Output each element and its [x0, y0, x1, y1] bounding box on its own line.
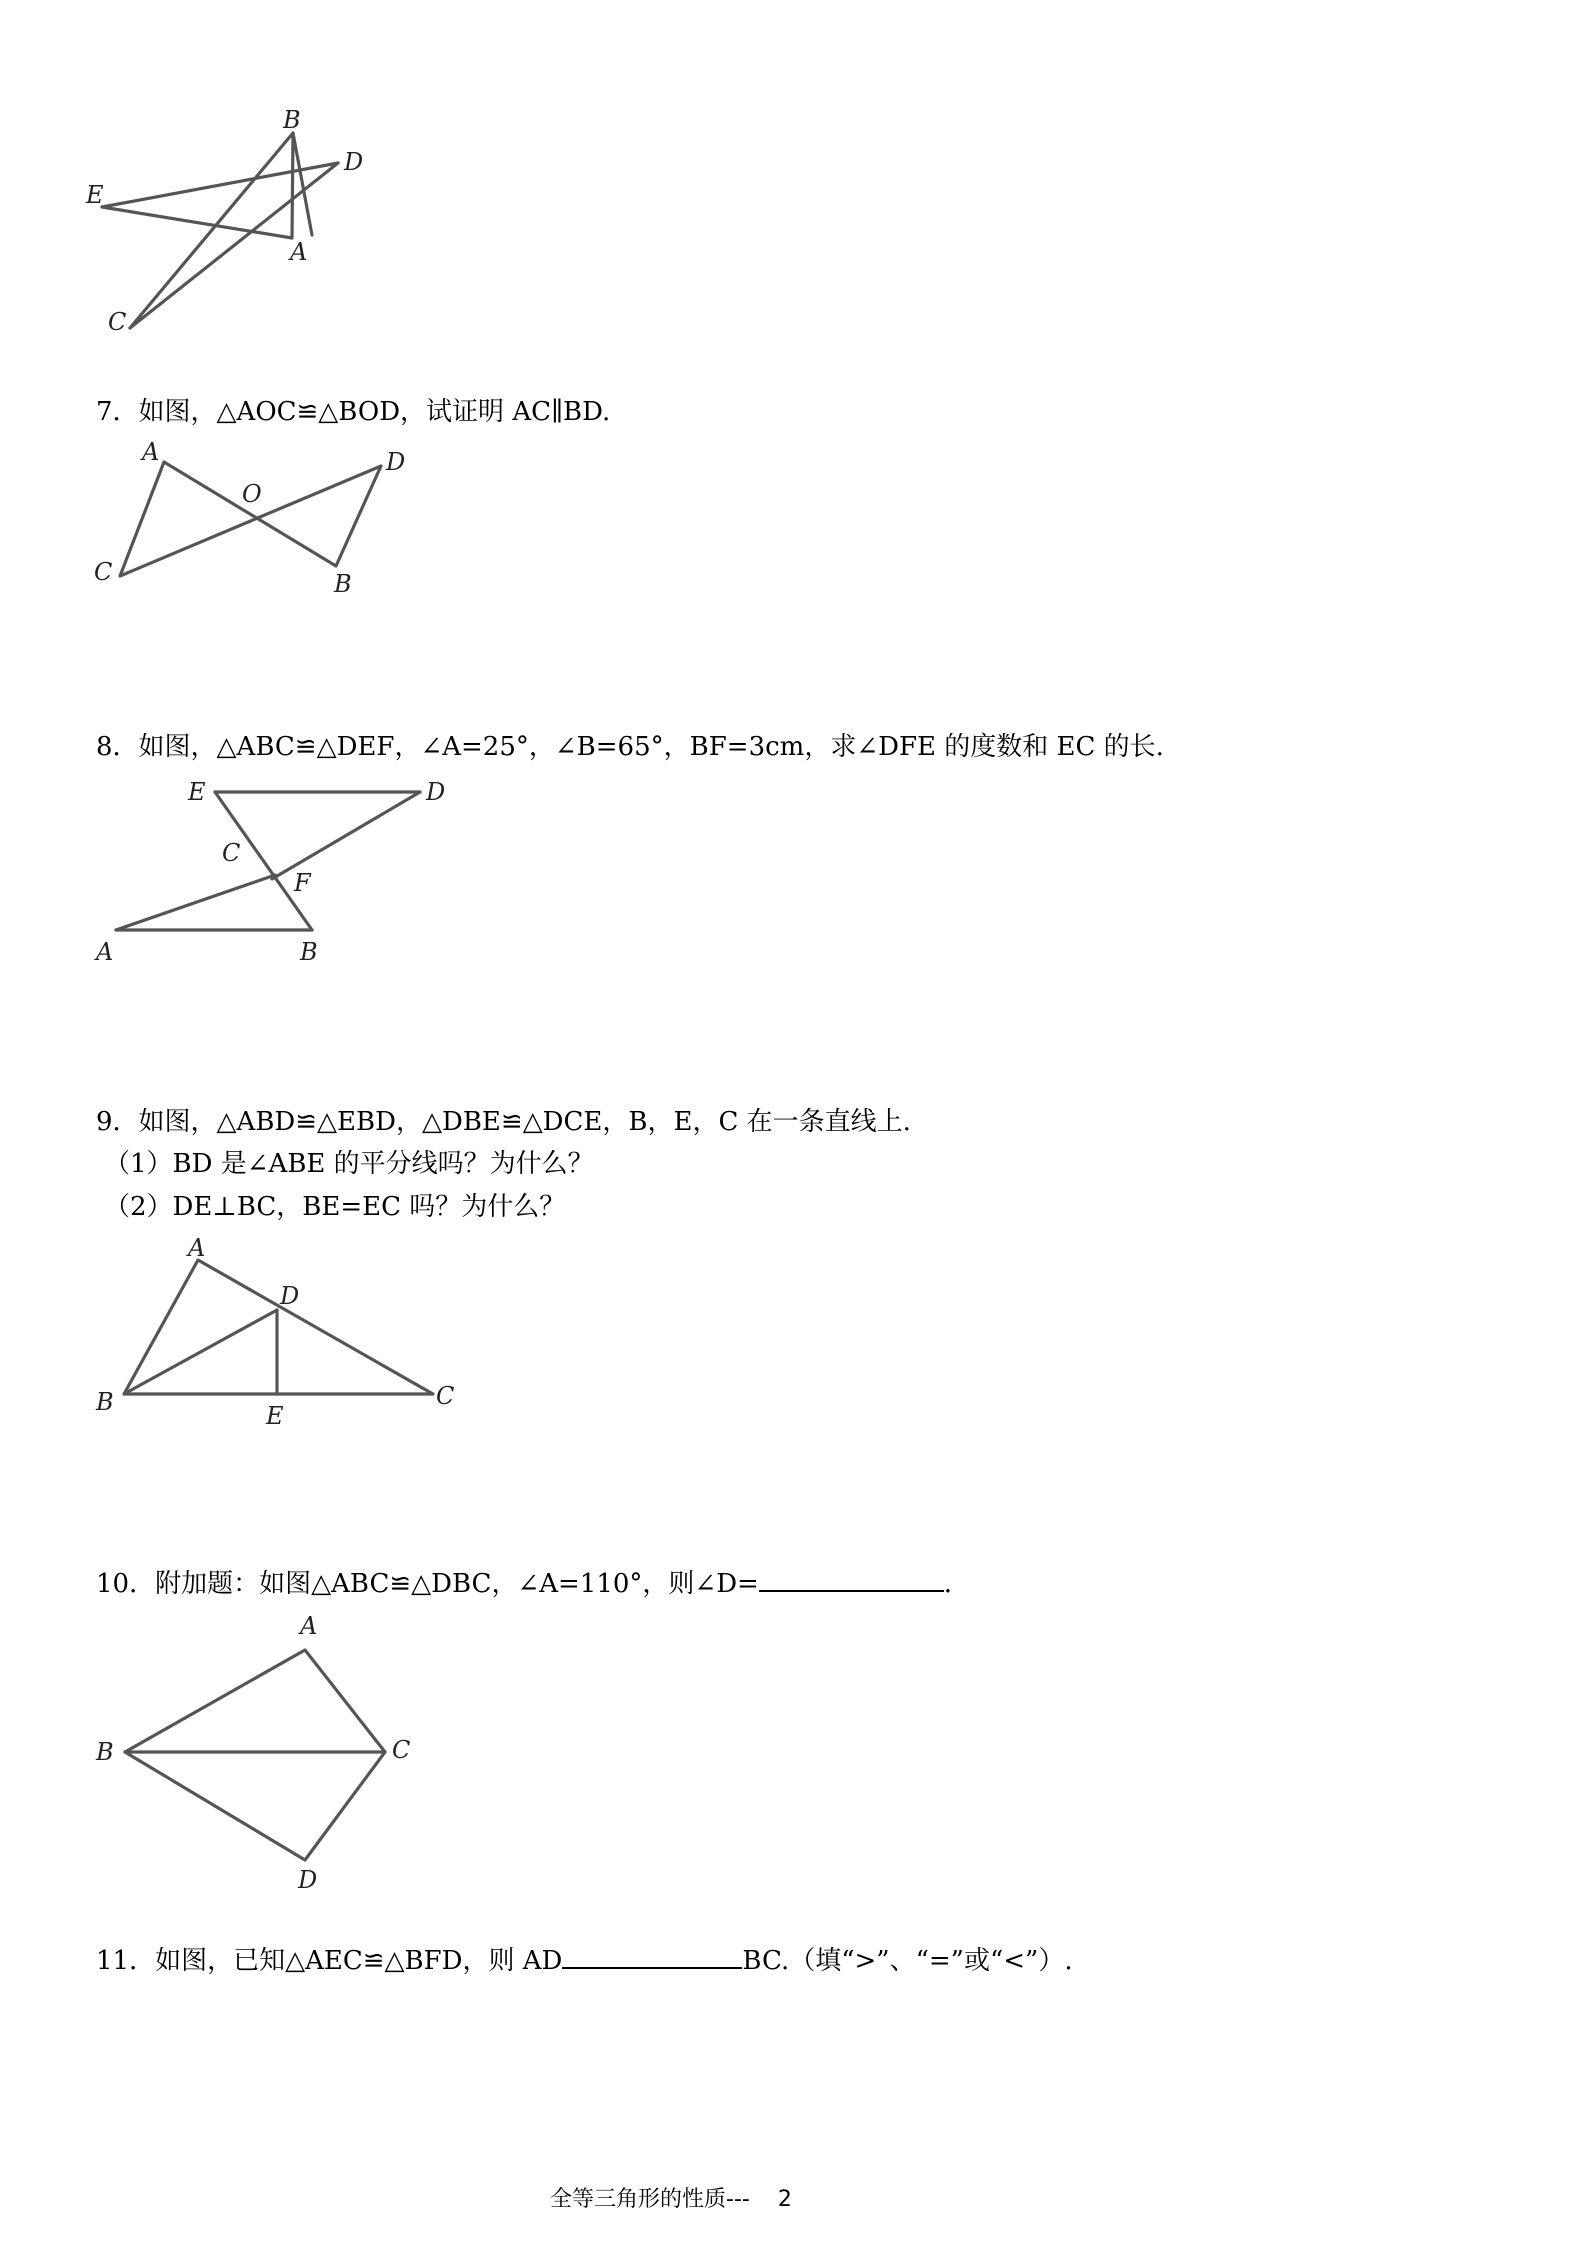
figure-q7	[90, 440, 420, 600]
segment-bc	[130, 133, 293, 328]
label-f: F	[294, 869, 311, 897]
label-b: B	[300, 938, 318, 966]
label-b: B	[283, 106, 301, 134]
footer-title: 全等三角形的性质---	[550, 2187, 750, 2212]
question-11-text-after: BC.（填“>”、“=”或“<”）.	[742, 1946, 1073, 1976]
label-o: O	[242, 480, 262, 508]
label-a: A	[96, 938, 114, 966]
kite-abdc	[125, 1650, 385, 1860]
question-8-text: 8．如图，△ABC≌△DEF，∠A=25°，∠B=65°，BF=3cm，求∠DFE 的度数和 EC 的长.	[96, 732, 1164, 762]
segment-ba	[292, 133, 293, 237]
figure-q10	[90, 1610, 430, 1900]
figure-q8	[90, 775, 470, 975]
label-b: B	[96, 1388, 114, 1416]
label-a: A	[142, 438, 160, 466]
question-10-text-after: ．	[943, 1569, 970, 1599]
answer-blank-11[interactable]	[562, 1943, 742, 1969]
label-a: A	[300, 1612, 318, 1640]
page-footer	[550, 2182, 792, 2213]
figure-q9	[90, 1230, 470, 1430]
label-c: C	[222, 839, 241, 867]
label-d: D	[386, 448, 406, 476]
label-e: E	[86, 181, 104, 209]
answer-blank-10[interactable]	[759, 1566, 944, 1592]
question-10-text	[96, 1566, 970, 1601]
label-d: D	[298, 1866, 318, 1894]
label-b: B	[96, 1738, 114, 1766]
label-d: D	[344, 148, 364, 176]
label-b: B	[334, 570, 352, 598]
question-7-text: 7．如图，△AOC≌△BOD，试证明 AC∥BD.	[96, 397, 611, 427]
label-c: C	[94, 558, 113, 586]
label-d: D	[280, 1282, 300, 1310]
label-c: C	[108, 308, 127, 336]
question-9-part-2: （2）DE⊥BC，BE=EC 吗？为什么？	[104, 1192, 566, 1222]
label-e: E	[266, 1402, 284, 1430]
label-c: C	[392, 1736, 411, 1764]
segment-df	[272, 792, 420, 879]
figure-q6	[86, 100, 410, 340]
label-d: D	[426, 778, 446, 806]
label-a: A	[290, 238, 308, 266]
label-c: C	[436, 1382, 455, 1410]
label-e: E	[188, 778, 206, 806]
question-11-text-before: 11．如图，已知△AEC≌△BFD，则 AD	[96, 1946, 563, 1976]
label-a: A	[188, 1234, 206, 1262]
question-11-text	[96, 1943, 1073, 1978]
segment-ac	[116, 875, 275, 930]
page-number: 2	[777, 2187, 792, 2212]
question-9-text: 9．如图，△ABD≌△EBD，△DBE≌△DCE，B，E，C 在一条直线上.	[96, 1107, 911, 1137]
question-9-part-1: （1）BD 是∠ABE 的平分线吗？为什么？	[104, 1149, 594, 1179]
question-10-text-before: 10．附加题：如图△ABC≌△DBC，∠A=110°，则∠D=	[96, 1569, 759, 1599]
